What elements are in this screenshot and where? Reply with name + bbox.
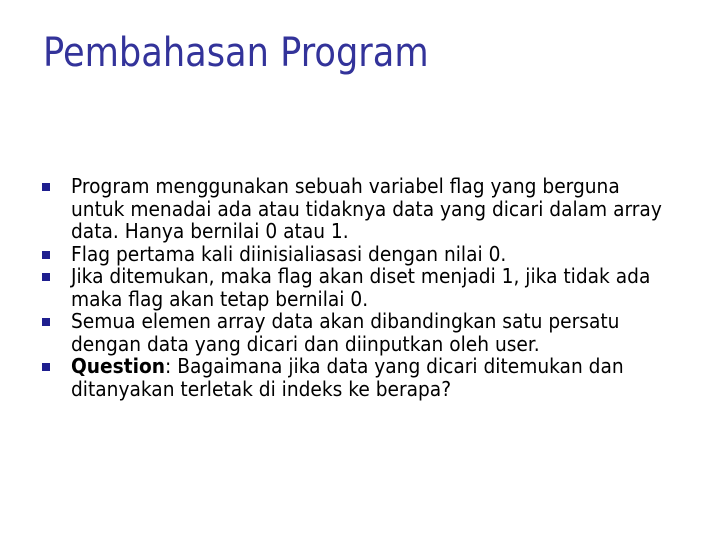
bullet-item-3 [42,265,720,310]
bullet-text: Jika ditemukan, maka flag akan diset menjadi 1, jika tidak ada maka flag akan tetap bernilai 0. [71,264,651,311]
bullet-text: Program menggunakan sebuah variabel flag yang berguna untuk menadai ada atau tidaknya data yang dicari dalam array data. Hanya bernilai 0 atau 1. [71,174,662,243]
bullet-item-2 [42,243,720,266]
square-bullet-icon [42,251,50,259]
bullet-text: Flag pertama kali diinisialiasasi dengan nilai 0. [71,241,507,266]
bullet-item-4 [42,310,720,355]
question-text [71,355,676,400]
bullet-list [42,175,720,400]
square-bullet-icon [42,273,50,281]
question-label: Question [71,354,166,378]
question-body: : Bagaimana jika data yang dicari ditemukan dan ditanyakan terletak di indeks ke berapa? [71,354,624,401]
square-bullet-icon [42,183,50,191]
bullet-text: Semua elemen array data akan dibandingkan satu persatu dengan data yang dicari dan diinputkan oleh user. [71,309,620,356]
square-bullet-icon [42,363,50,371]
bullet-item-1 [42,175,720,243]
square-bullet-icon [42,318,50,326]
slide-title: Pembahasan Program [43,30,429,76]
bullet-item-question [42,355,720,400]
